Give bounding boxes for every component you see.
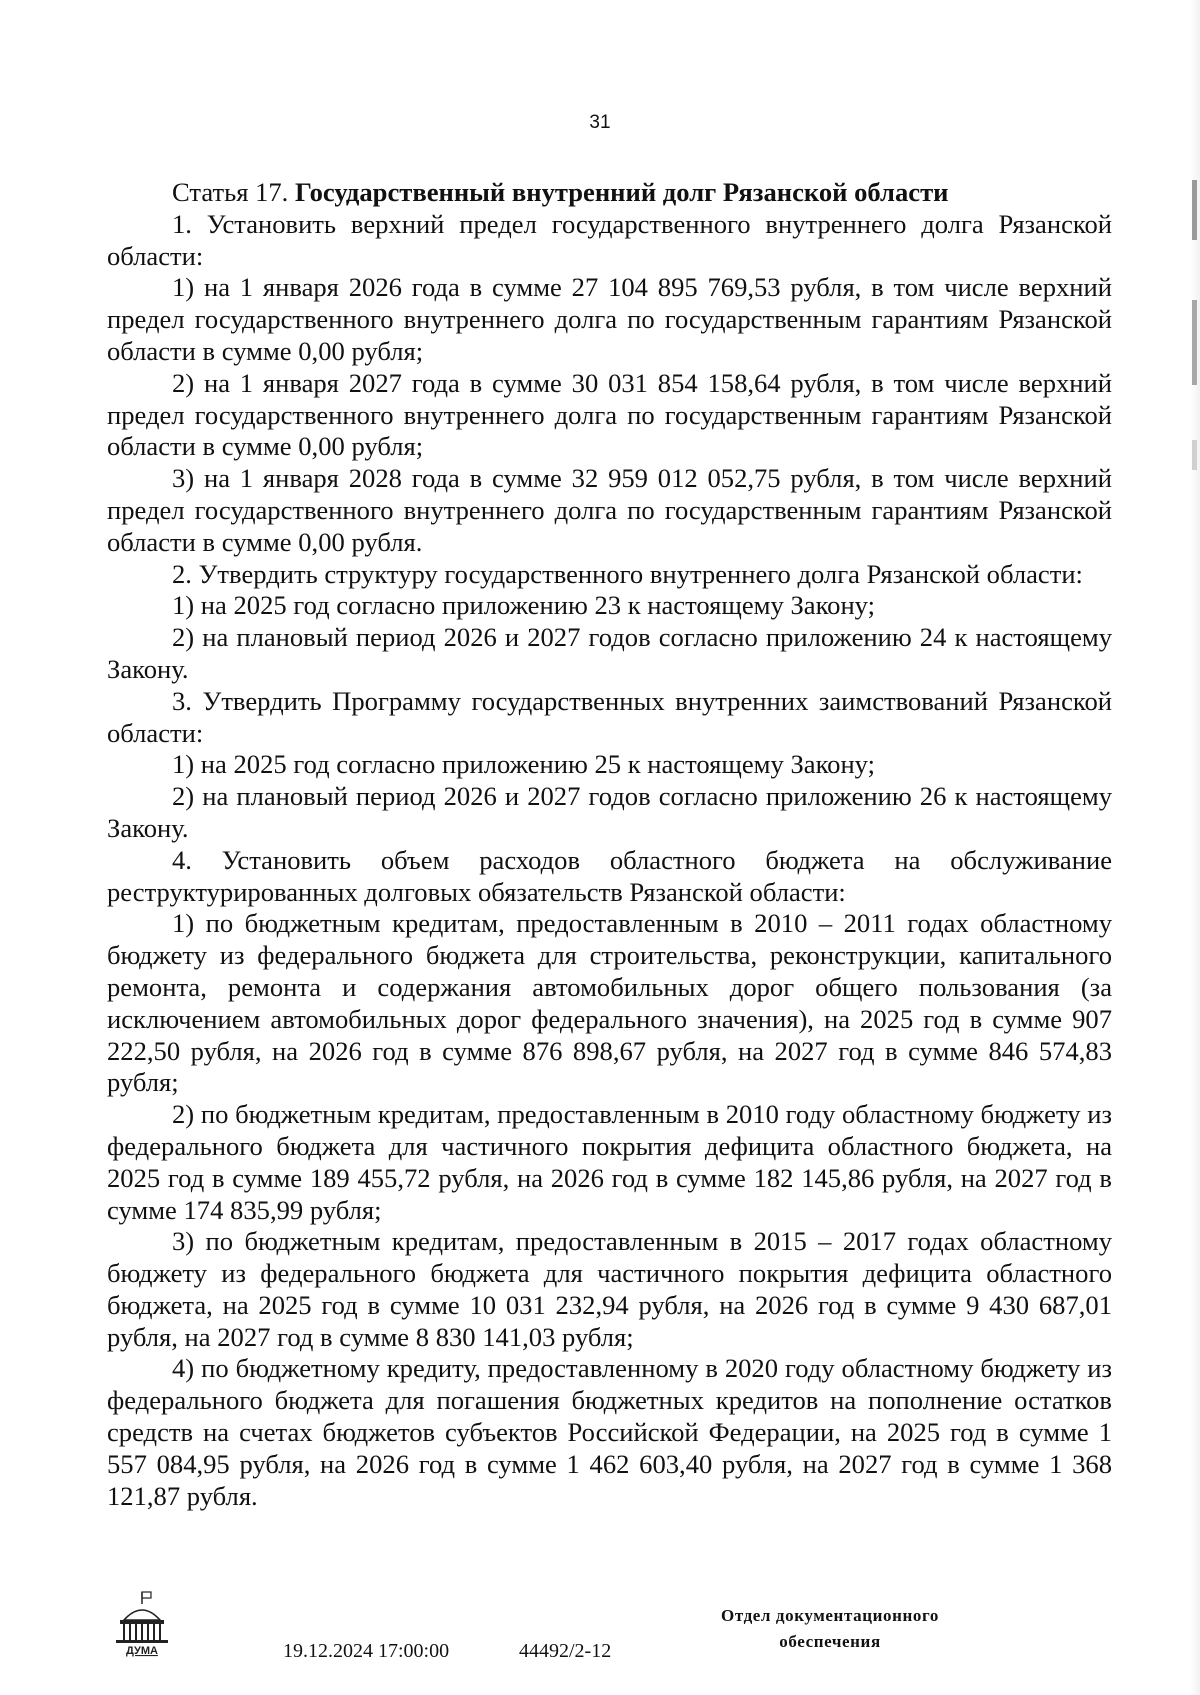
paragraph: 1) по бюджетным кредитам, предоставленным в 2010 – 2011 годах областному бюджету из федерального бюджета для строительства, реконструкции, капитального ремонта, ремонта и содержания автомобильных дорог общего пользования (за исключением автомобильных дорог федерального значения), на 2025 год в сумме 907 222,50 рубля, на 2026 год в сумме 876 898,67 рубля, на 2027 год в сумме 846 574,83 рубля; bbox=[107, 908, 1112, 1098]
paragraph: 4) по бюджетному кредиту, предоставленному в 2020 году областному бюджету из федерального бюджета для погашения бюджетных кредитов на пополнение остатков средств на счетах бюджетов субъектов Российской Федерации, на 2025 год в сумме 1 557 084,95 рубля, на 2026 год в сумме 1 462 603,40 рубля, на 2027 год в сумме 1 368 121,87 рубля. bbox=[107, 1353, 1112, 1511]
paragraph: 2) по бюджетным кредитам, предоставленным в 2010 году областному бюджету из федерального бюджета для частичного покрытия дефицита областного бюджета, на 2025 год в сумме 189 455,72 рубля, на 2026 год в сумме 182 145,86 рубля, на 2027 год в сумме 174 835,99 рубля; bbox=[107, 1099, 1112, 1225]
paragraph: 4. Установить объем расходов областного бюджета на обслуживание реструктурированных долговых обязательств Рязанской области: bbox=[107, 844, 1112, 907]
page-number: 31 bbox=[589, 112, 611, 133]
paragraph: 2) на 1 января 2027 года в сумме 30 031 854 158,64 рубля, в том числе верхний предел государственного внутреннего долга по государственным гарантиям Рязанской области в сумме 0,00 рубля; bbox=[107, 367, 1112, 462]
paragraph: 1) на 1 января 2026 года в сумме 27 104 895 769,53 рубля, в том числе верхний предел государственного внутреннего долга по государственным гарантиям Рязанской области в сумме 0,00 рубля; bbox=[107, 272, 1112, 366]
paragraph: 3) по бюджетным кредитам, предоставленным в 2015 – 2017 годах областному бюджету из федерального бюджета для частичного покрытия дефицита областного бюджета, на 2025 год в сумме 10 031 232,94 рубля, на 2026 год в сумме 9 430 687,01 рубля, на 2027 год в сумме 8 830 141,03 рубля; bbox=[107, 1226, 1112, 1352]
scan-edge bbox=[1190, 0, 1200, 1695]
footer-department bbox=[700, 1603, 960, 1655]
footer-dept-line1: Отдел документационного bbox=[721, 1606, 939, 1625]
footer-date: 19.12.2024 17:00:00 bbox=[283, 1640, 450, 1662]
logo-text: ДУМА bbox=[126, 1645, 158, 1657]
scan-mark bbox=[1192, 180, 1197, 240]
document-body bbox=[107, 177, 1112, 1512]
article-prefix: Статья 17. bbox=[172, 177, 289, 207]
footer-doc-number: 44492/2-12 bbox=[519, 1640, 612, 1662]
article-heading bbox=[107, 177, 1112, 209]
paragraph: 3) на 1 января 2028 года в сумме 32 959 012 052,75 рубля, в том числе верхний предел государственного внутреннего долга по государственным гарантиям Рязанской области в сумме 0,00 рубля. bbox=[107, 463, 1112, 557]
paragraph: 3. Утвердить Программу государственных внутренних заимствований Рязанской области: bbox=[107, 685, 1112, 748]
paragraph: 1. Установить верхний предел государственного внутреннего долга Рязанской области: bbox=[107, 208, 1112, 271]
paragraph: 2) на плановый период 2026 и 2027 годов согласно приложению 26 к настоящему Закону. bbox=[107, 781, 1112, 843]
paragraph-list bbox=[107, 209, 1112, 1513]
paragraph: 1) на 2025 год согласно приложению 23 к настоящему Закону; bbox=[172, 590, 876, 621]
duma-logo bbox=[112, 1590, 172, 1660]
paragraph: 2. Утвердить структуру государственного внутреннего долга Рязанской области: bbox=[172, 558, 1083, 589]
article-title: Государственный внутренний долг Рязанской области bbox=[294, 177, 949, 207]
footer-dept-line2: обеспечения bbox=[779, 1632, 881, 1651]
scan-mark bbox=[1192, 440, 1197, 470]
paragraph: 1) на 2025 год согласно приложению 25 к настоящему Закону; bbox=[172, 749, 876, 780]
scan-mark bbox=[1192, 300, 1197, 385]
paragraph: 2) на плановый период 2026 и 2027 годов согласно приложению 24 к настоящему Закону. bbox=[107, 622, 1112, 684]
